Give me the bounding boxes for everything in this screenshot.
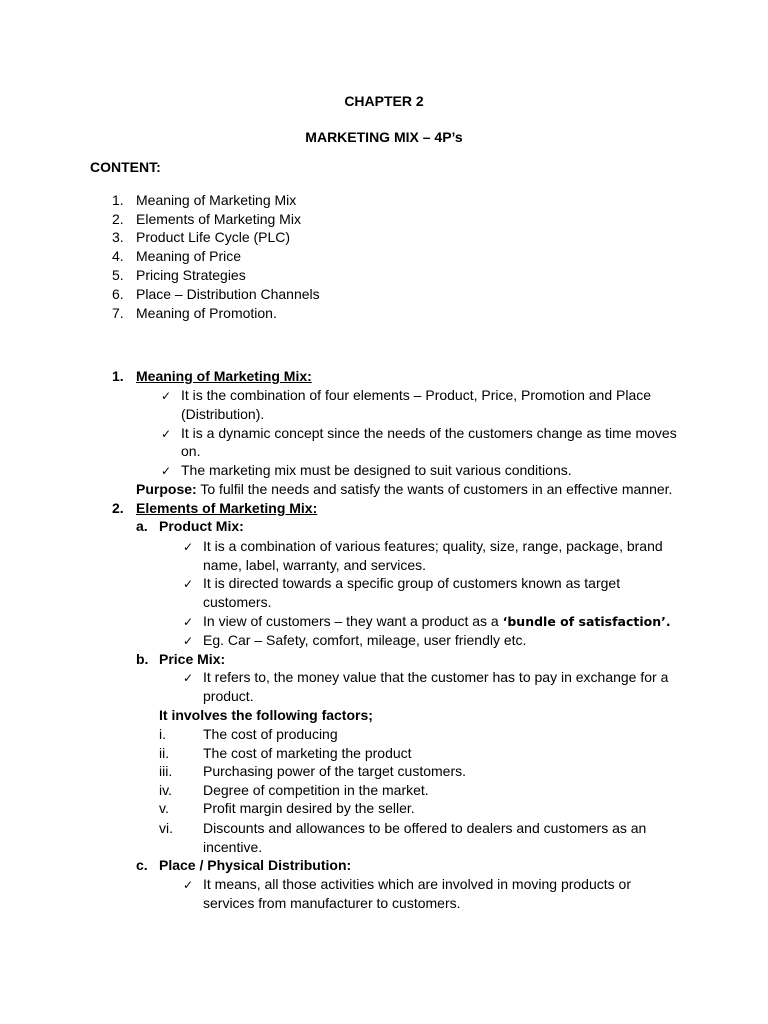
chapter-title: MARKETING MIX – 4P’s: [305, 129, 463, 145]
list-item: Product Life Cycle (PLC): [136, 229, 291, 245]
list-item-number: 4.: [112, 248, 124, 264]
subsection-letter: b.: [136, 651, 149, 667]
check-icon: ✓: [183, 878, 194, 892]
bullet-text: [203, 612, 671, 632]
section-number: 1.: [112, 368, 124, 384]
factor-number: iii.: [159, 763, 173, 779]
factor-text: The cost of marketing the product: [203, 745, 412, 761]
list-item-number: 5.: [112, 267, 124, 283]
check-icon: ✓: [183, 671, 194, 685]
content-heading: CONTENT:: [90, 159, 161, 175]
list-item-number: 6.: [112, 286, 124, 302]
check-icon: ✓: [161, 427, 172, 441]
factor-text: Degree of competition in the market.: [203, 782, 429, 798]
purpose-line: [136, 480, 672, 499]
factor-number: v.: [159, 800, 169, 816]
factor-number: iv.: [159, 782, 172, 798]
list-item: Meaning of Promotion.: [136, 305, 277, 321]
list-item: Place – Distribution Channels: [136, 286, 320, 302]
bullet-text: (Distribution).: [181, 406, 265, 422]
check-icon: ✓: [183, 540, 194, 554]
bullet-text: services from manufacturer to customers.: [203, 895, 461, 911]
bullet-text: It means, all those activities which are involved in moving products or: [203, 876, 631, 892]
list-item: Elements of Marketing Mix: [136, 211, 301, 227]
section-number: 2.: [112, 500, 124, 516]
purpose-label: Purpose:: [136, 481, 197, 497]
purpose-text: To fulfil the needs and satisfy the wants of customers in an effective manner.: [196, 481, 673, 497]
factor-text: Profit margin desired by the seller.: [203, 800, 415, 816]
list-item: Meaning of Marketing Mix: [136, 192, 297, 208]
subsection-letter: c.: [136, 857, 148, 873]
bullet-text: on.: [181, 443, 201, 459]
bullet-text: The marketing mix must be designed to suit various conditions.: [181, 462, 572, 478]
factor-number: ii.: [159, 745, 170, 761]
list-item-number: 1.: [112, 192, 124, 208]
list-item: Meaning of Price: [136, 248, 242, 264]
factor-text: The cost of producing: [203, 726, 338, 742]
subsection-heading: Price Mix:: [159, 651, 226, 667]
bullet-text: product.: [203, 688, 254, 704]
factor-number: i.: [159, 726, 166, 742]
section-heading: Elements of Marketing Mix:: [136, 500, 318, 516]
factor-text: incentive.: [203, 839, 263, 855]
bullet-text: customers.: [203, 594, 272, 610]
bullet-text: It is directed towards a specific group of customers known as target: [203, 575, 621, 591]
chapter-label: CHAPTER 2: [344, 93, 424, 109]
subsection-letter: a.: [136, 518, 148, 534]
bullet-text: It is a dynamic concept since the needs of the customers change as time moves: [181, 425, 677, 441]
bullet-emphasis: ‘bundle of satisfaction’.: [502, 614, 671, 629]
list-item: Pricing Strategies: [136, 267, 246, 283]
check-icon: ✓: [183, 634, 194, 648]
list-item-number: 3.: [112, 229, 124, 245]
bullet-text: name, label, warranty, and services.: [203, 557, 427, 573]
bullet-text: It is the combination of four elements – Product, Price, Promotion and Place: [181, 387, 652, 403]
subsection-heading: Place / Physical Distribution:: [159, 857, 352, 873]
factor-number: vi.: [159, 820, 173, 836]
factor-text: Discounts and allowances to be offered to dealers and customers as an: [203, 820, 647, 836]
check-icon: ✓: [183, 577, 194, 591]
list-item-number: 7.: [112, 305, 124, 321]
list-item-number: 2.: [112, 211, 124, 227]
section-heading: Meaning of Marketing Mix:: [136, 368, 312, 384]
bullet-text: It is a combination of various features; quality, size, range, package, brand: [203, 538, 663, 554]
bullet-text: Eg. Car – Safety, comfort, mileage, user friendly etc.: [203, 632, 527, 648]
check-icon: ✓: [183, 615, 194, 629]
check-icon: ✓: [161, 464, 172, 478]
bullet-text: It refers to, the money value that the customer has to pay in exchange for a: [203, 669, 669, 685]
factor-text: Purchasing power of the target customers.: [203, 763, 467, 779]
subsection-heading: Product Mix:: [159, 518, 244, 534]
bullet-text-main: In view of customers – they want a product as a: [203, 613, 503, 629]
check-icon: ✓: [161, 389, 172, 403]
factors-heading: It involves the following factors;: [159, 707, 373, 723]
